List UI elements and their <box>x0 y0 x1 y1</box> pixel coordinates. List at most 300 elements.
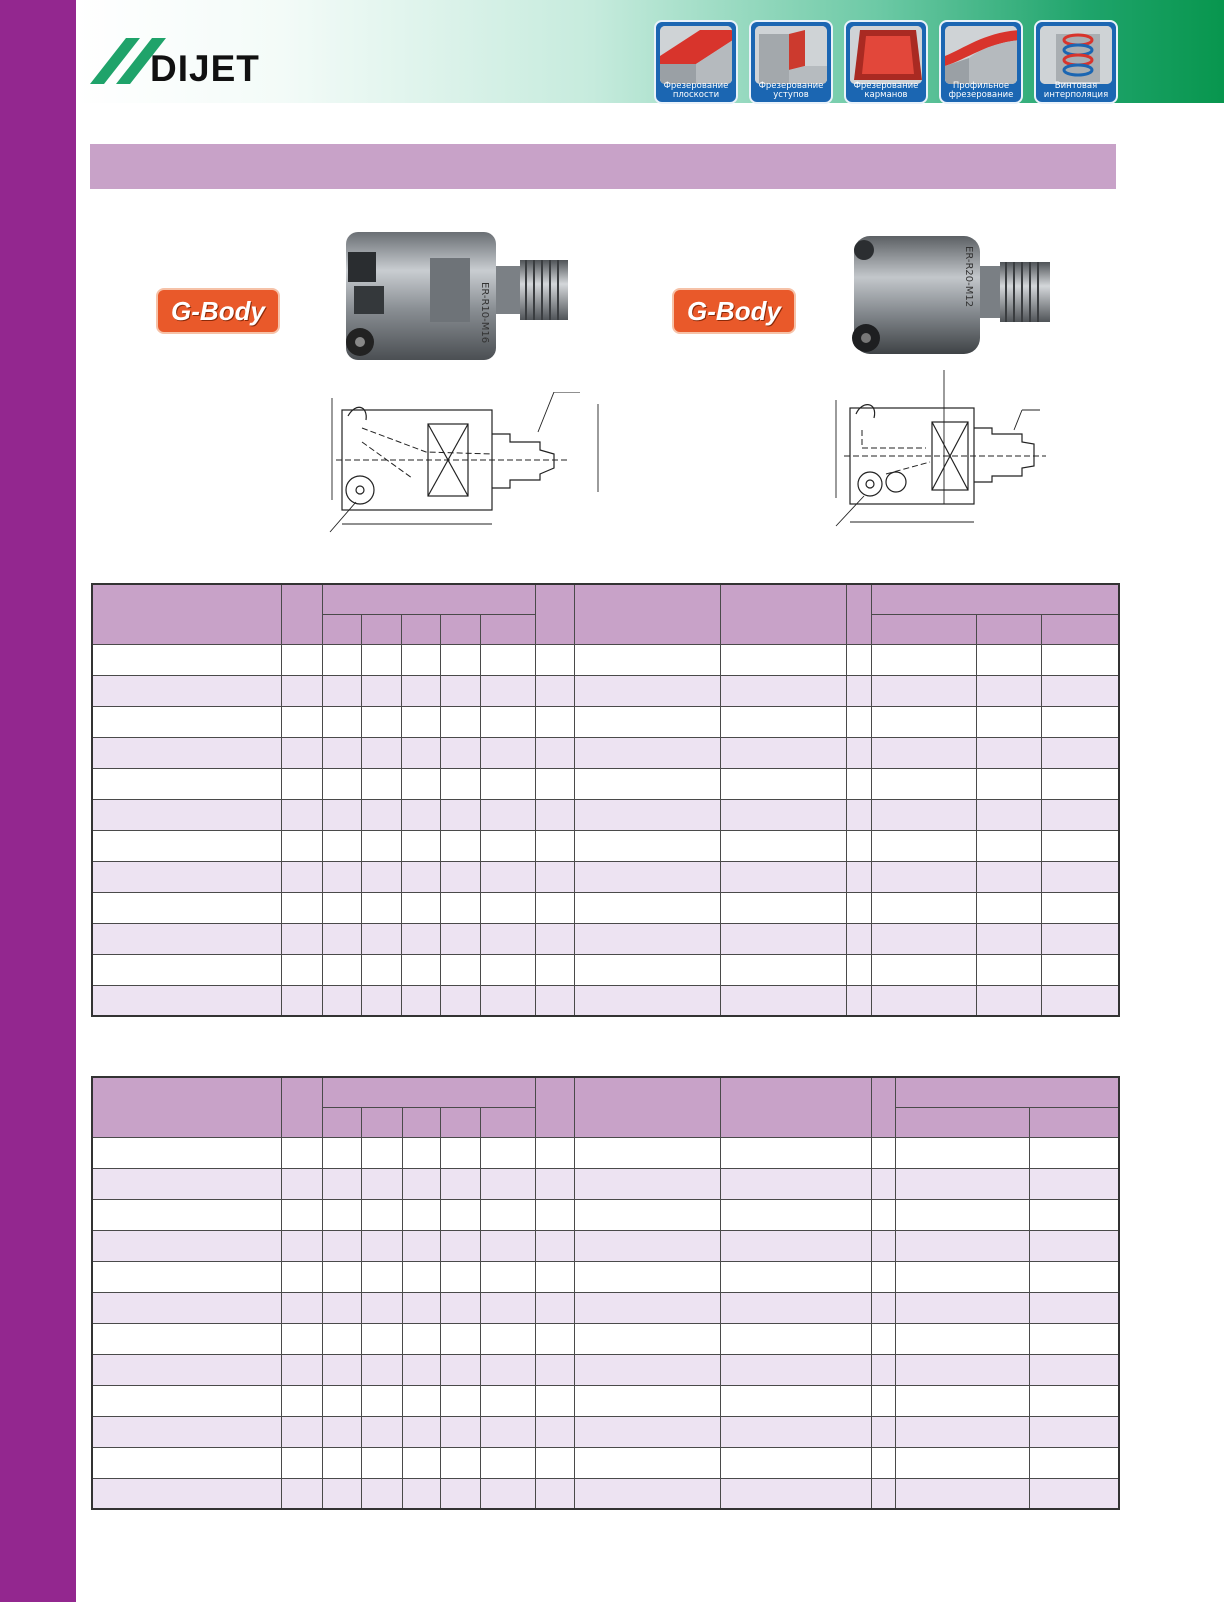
table-cell <box>281 706 322 737</box>
table-cell <box>361 892 401 923</box>
header-cell <box>92 584 281 644</box>
table-row <box>92 644 1119 675</box>
technical-drawing-1 <box>322 392 612 544</box>
table-cell <box>535 1323 574 1354</box>
table-cell <box>281 1261 322 1292</box>
header-cell <box>480 1107 535 1137</box>
table-cell <box>480 737 535 768</box>
table-2-body <box>92 1137 1119 1509</box>
table-cell <box>871 923 976 954</box>
table-cell <box>281 1416 322 1447</box>
table-cell <box>281 1168 322 1199</box>
table-cell <box>895 1416 1029 1447</box>
table-row <box>92 1354 1119 1385</box>
table-cell <box>361 675 401 706</box>
table-row <box>92 1416 1119 1447</box>
table-cell <box>574 892 720 923</box>
table-cell <box>871 1354 895 1385</box>
table-cell <box>281 954 322 985</box>
table-cell <box>322 892 361 923</box>
table-cell <box>720 1292 871 1323</box>
table-cell <box>92 799 281 830</box>
table-cell <box>720 675 846 706</box>
table-cell <box>440 1230 480 1261</box>
table-cell <box>871 1323 895 1354</box>
table-cell <box>1029 1199 1119 1230</box>
table-cell <box>1029 1385 1119 1416</box>
table-cell <box>480 1199 535 1230</box>
table-cell <box>440 1292 480 1323</box>
table-cell <box>92 1261 281 1292</box>
table-cell <box>322 954 361 985</box>
table-cell <box>574 1261 720 1292</box>
table-cell <box>92 644 281 675</box>
table-cell <box>401 954 440 985</box>
table-cell <box>846 799 871 830</box>
header-cell <box>402 1107 440 1137</box>
table-cell <box>720 768 846 799</box>
table-cell <box>281 1385 322 1416</box>
table-cell <box>574 1478 720 1509</box>
table-row <box>92 861 1119 892</box>
table-cell <box>720 706 846 737</box>
table-row <box>92 954 1119 985</box>
table-cell <box>440 644 480 675</box>
table-cell <box>976 737 1041 768</box>
table-cell <box>92 1168 281 1199</box>
table-cell <box>361 830 401 861</box>
table-cell <box>720 830 846 861</box>
table-cell <box>1029 1354 1119 1385</box>
table-cell <box>402 1447 440 1478</box>
table-cell <box>281 799 322 830</box>
table-cell <box>846 830 871 861</box>
table-cell <box>846 923 871 954</box>
table-cell <box>480 1385 535 1416</box>
table-cell <box>480 985 535 1016</box>
table-cell <box>322 706 361 737</box>
table-cell <box>92 675 281 706</box>
header-cell <box>871 1077 895 1137</box>
table-row <box>92 892 1119 923</box>
spec-table-1 <box>91 583 1120 1017</box>
table-cell <box>871 1168 895 1199</box>
table-cell <box>871 892 976 923</box>
table-cell <box>871 861 976 892</box>
table-cell <box>361 737 401 768</box>
table-cell <box>574 1137 720 1168</box>
table-cell <box>976 954 1041 985</box>
table-cell <box>1029 1230 1119 1261</box>
table-cell <box>720 737 846 768</box>
table-row <box>92 1447 1119 1478</box>
table-cell <box>895 1323 1029 1354</box>
table-cell <box>895 1354 1029 1385</box>
table-cell <box>92 1230 281 1261</box>
table-cell <box>871 737 976 768</box>
table-cell <box>846 644 871 675</box>
header-cell <box>535 1077 574 1137</box>
table-cell <box>574 1354 720 1385</box>
table-cell <box>92 737 281 768</box>
table-cell <box>846 675 871 706</box>
table-cell <box>361 706 401 737</box>
table-cell <box>1029 1323 1119 1354</box>
table-cell <box>535 1385 574 1416</box>
table-cell <box>846 985 871 1016</box>
table-cell <box>871 1137 895 1168</box>
table-cell <box>574 1199 720 1230</box>
table-cell <box>401 830 440 861</box>
header-cell <box>92 1077 281 1137</box>
table-cell <box>440 1478 480 1509</box>
table-cell <box>574 1292 720 1323</box>
table-cell <box>976 768 1041 799</box>
table-cell <box>846 768 871 799</box>
table-cell <box>535 1416 574 1447</box>
table-cell <box>92 1385 281 1416</box>
table-cell <box>92 830 281 861</box>
table-cell <box>361 1354 402 1385</box>
table-cell <box>574 830 720 861</box>
table-cell <box>92 1137 281 1168</box>
table-cell <box>574 1230 720 1261</box>
table-cell <box>401 706 440 737</box>
table-cell <box>720 1199 871 1230</box>
table-cell <box>846 737 871 768</box>
table-cell <box>720 1168 871 1199</box>
table-cell <box>535 923 574 954</box>
table-cell <box>281 1323 322 1354</box>
photo-marking: ER-R20-M12 <box>963 246 974 308</box>
table-cell <box>281 892 322 923</box>
table-cell <box>535 985 574 1016</box>
table-cell <box>574 737 720 768</box>
table-cell <box>480 1230 535 1261</box>
table-cell <box>976 892 1041 923</box>
header-cell <box>871 584 1119 614</box>
table-cell <box>361 644 401 675</box>
header-cell <box>846 584 871 644</box>
table-cell <box>574 675 720 706</box>
table-cell <box>976 675 1041 706</box>
table-cell <box>535 892 574 923</box>
table-cell <box>402 1385 440 1416</box>
table-cell <box>535 1478 574 1509</box>
table-cell <box>1041 830 1119 861</box>
table-cell <box>871 1261 895 1292</box>
header-cell <box>976 614 1041 644</box>
table-cell <box>361 954 401 985</box>
op-label: Фрезерование уступов <box>758 81 824 100</box>
table-cell <box>322 737 361 768</box>
table-cell <box>322 1261 361 1292</box>
table-cell <box>361 799 401 830</box>
table-cell <box>281 1199 322 1230</box>
table-cell <box>480 799 535 830</box>
table-cell <box>535 830 574 861</box>
table-cell <box>402 1199 440 1230</box>
table-cell <box>361 923 401 954</box>
table-cell <box>574 799 720 830</box>
table-cell <box>92 954 281 985</box>
table-cell <box>322 861 361 892</box>
table-cell <box>402 1354 440 1385</box>
table-cell <box>574 1447 720 1478</box>
table-cell <box>720 985 846 1016</box>
table-cell <box>402 1261 440 1292</box>
table-cell <box>574 706 720 737</box>
table-cell <box>871 1478 895 1509</box>
table-cell <box>720 892 846 923</box>
table-cell <box>480 861 535 892</box>
table-cell <box>720 799 846 830</box>
table-cell <box>535 799 574 830</box>
table-cell <box>402 1416 440 1447</box>
table-cell <box>871 768 976 799</box>
spec-table-2 <box>91 1076 1120 1510</box>
table-row <box>92 830 1119 861</box>
helical-interpolation-icon <box>1040 26 1112 84</box>
table-cell <box>1041 675 1119 706</box>
header-cell <box>720 1077 871 1137</box>
header-cell <box>480 614 535 644</box>
header-cell <box>574 1077 720 1137</box>
table-cell <box>871 1385 895 1416</box>
table-cell <box>281 923 322 954</box>
table-row <box>92 1168 1119 1199</box>
header-cell <box>281 1077 322 1137</box>
table-cell <box>402 1323 440 1354</box>
sidebar-stripe <box>0 0 76 1602</box>
table-cell <box>895 1478 1029 1509</box>
table-cell <box>535 644 574 675</box>
table-cell <box>976 799 1041 830</box>
table-cell <box>871 1199 895 1230</box>
table-cell <box>361 1199 402 1230</box>
table-cell <box>871 1447 895 1478</box>
table-cell <box>480 1137 535 1168</box>
table-cell <box>440 892 480 923</box>
table-cell <box>281 1447 322 1478</box>
table-cell <box>480 675 535 706</box>
table-cell <box>895 1447 1029 1478</box>
header-cell <box>574 584 720 644</box>
table-cell <box>401 737 440 768</box>
table-cell <box>361 1416 402 1447</box>
table-cell <box>322 1137 361 1168</box>
table-cell <box>401 768 440 799</box>
table-cell <box>480 706 535 737</box>
table-cell <box>361 1137 402 1168</box>
table-cell <box>322 923 361 954</box>
header-cell <box>720 584 846 644</box>
table-cell <box>720 1478 871 1509</box>
table-cell <box>322 830 361 861</box>
table-cell <box>535 1261 574 1292</box>
op-label: Профильное фрезерование <box>948 81 1014 100</box>
table-cell <box>535 1230 574 1261</box>
table-cell <box>281 768 322 799</box>
table-cell <box>322 1385 361 1416</box>
table-cell <box>440 985 480 1016</box>
table-cell <box>440 830 480 861</box>
table-cell <box>92 892 281 923</box>
table-cell <box>480 1416 535 1447</box>
table-cell <box>361 985 401 1016</box>
table-cell <box>895 1137 1029 1168</box>
header-cell <box>361 1107 402 1137</box>
table-cell <box>402 1168 440 1199</box>
table-cell <box>871 830 976 861</box>
table-cell <box>322 768 361 799</box>
table-cell <box>402 1137 440 1168</box>
table-cell <box>361 1292 402 1323</box>
table-cell <box>92 1292 281 1323</box>
table-cell <box>535 1137 574 1168</box>
table-cell <box>440 737 480 768</box>
header-cell <box>322 1077 535 1107</box>
table-cell <box>281 644 322 675</box>
table-row <box>92 923 1119 954</box>
op-label: Фрезерование плоскости <box>663 81 729 100</box>
table-cell <box>574 954 720 985</box>
table-cell <box>440 1261 480 1292</box>
table-cell <box>535 675 574 706</box>
table-cell <box>92 1416 281 1447</box>
table-cell <box>401 861 440 892</box>
table-cell <box>401 675 440 706</box>
table-cell <box>720 1447 871 1478</box>
table-cell <box>1041 923 1119 954</box>
technical-drawing-2 <box>826 370 1066 548</box>
table-cell <box>480 1478 535 1509</box>
g-body-badge: G-Body <box>672 288 796 334</box>
header-cell <box>871 614 976 644</box>
table-cell <box>361 1478 402 1509</box>
op-helical-interpolation <box>1034 20 1118 104</box>
table-cell <box>895 1292 1029 1323</box>
table-cell <box>1029 1168 1119 1199</box>
table-cell <box>92 768 281 799</box>
header-cell <box>895 1107 1029 1137</box>
table-cell <box>1029 1292 1119 1323</box>
photo-marking: ER-R10-M16 <box>479 282 490 344</box>
table-cell <box>440 1447 480 1478</box>
table-cell <box>322 1447 361 1478</box>
table-cell <box>720 1354 871 1385</box>
header-cell <box>535 584 574 644</box>
table-cell <box>322 1292 361 1323</box>
table-cell <box>281 1478 322 1509</box>
table-cell <box>480 1354 535 1385</box>
header-cell <box>322 614 361 644</box>
table-row <box>92 1385 1119 1416</box>
table-cell <box>871 675 976 706</box>
table-cell <box>401 892 440 923</box>
table-cell <box>281 830 322 861</box>
op-shoulder-milling <box>749 20 833 104</box>
table-cell <box>871 1230 895 1261</box>
table-row <box>92 768 1119 799</box>
table-cell <box>1041 706 1119 737</box>
table-cell <box>574 1416 720 1447</box>
table-cell <box>480 830 535 861</box>
table-cell <box>440 861 480 892</box>
table-cell <box>322 1354 361 1385</box>
table-cell <box>871 1292 895 1323</box>
table-cell <box>574 1168 720 1199</box>
table-cell <box>322 1478 361 1509</box>
table-cell <box>1041 768 1119 799</box>
table-cell <box>281 737 322 768</box>
table-cell <box>976 830 1041 861</box>
table-cell <box>440 799 480 830</box>
table-cell <box>976 644 1041 675</box>
table-cell <box>440 675 480 706</box>
table-cell <box>846 706 871 737</box>
table-row <box>92 1478 1119 1509</box>
table-cell <box>895 1168 1029 1199</box>
table-cell <box>895 1230 1029 1261</box>
table-cell <box>401 985 440 1016</box>
table-row <box>92 1323 1119 1354</box>
table-cell <box>1029 1478 1119 1509</box>
table-row <box>92 737 1119 768</box>
table-cell <box>535 737 574 768</box>
table-cell <box>535 1292 574 1323</box>
table-cell <box>440 768 480 799</box>
table-cell <box>92 923 281 954</box>
table-cell <box>281 1292 322 1323</box>
pocket-milling-icon <box>850 26 922 84</box>
table-cell <box>480 768 535 799</box>
table-row <box>92 985 1119 1016</box>
table-cell <box>871 985 976 1016</box>
table-cell <box>1029 1447 1119 1478</box>
table-cell <box>440 1137 480 1168</box>
section-banner <box>90 144 1116 189</box>
table-cell <box>322 644 361 675</box>
table-cell <box>92 1323 281 1354</box>
header-cell <box>281 584 322 644</box>
table-row <box>92 675 1119 706</box>
table-row <box>92 1292 1119 1323</box>
table-cell <box>976 706 1041 737</box>
header-cell <box>322 584 535 614</box>
operation-icons <box>654 20 1118 104</box>
table-cell <box>574 985 720 1016</box>
table-row <box>92 1199 1119 1230</box>
op-pocket-milling <box>844 20 928 104</box>
table-cell <box>92 1199 281 1230</box>
table-row <box>92 1261 1119 1292</box>
table-cell <box>92 1478 281 1509</box>
table-cell <box>440 1199 480 1230</box>
table-cell <box>1041 954 1119 985</box>
table-cell <box>361 1447 402 1478</box>
table-cell <box>480 954 535 985</box>
table-cell <box>895 1199 1029 1230</box>
table-cell <box>401 923 440 954</box>
table-cell <box>720 1323 871 1354</box>
table-cell <box>871 1416 895 1447</box>
table-cell <box>1041 737 1119 768</box>
shoulder-milling-icon <box>755 26 827 84</box>
table-cell <box>846 892 871 923</box>
table-cell <box>322 1416 361 1447</box>
table-cell <box>535 1168 574 1199</box>
